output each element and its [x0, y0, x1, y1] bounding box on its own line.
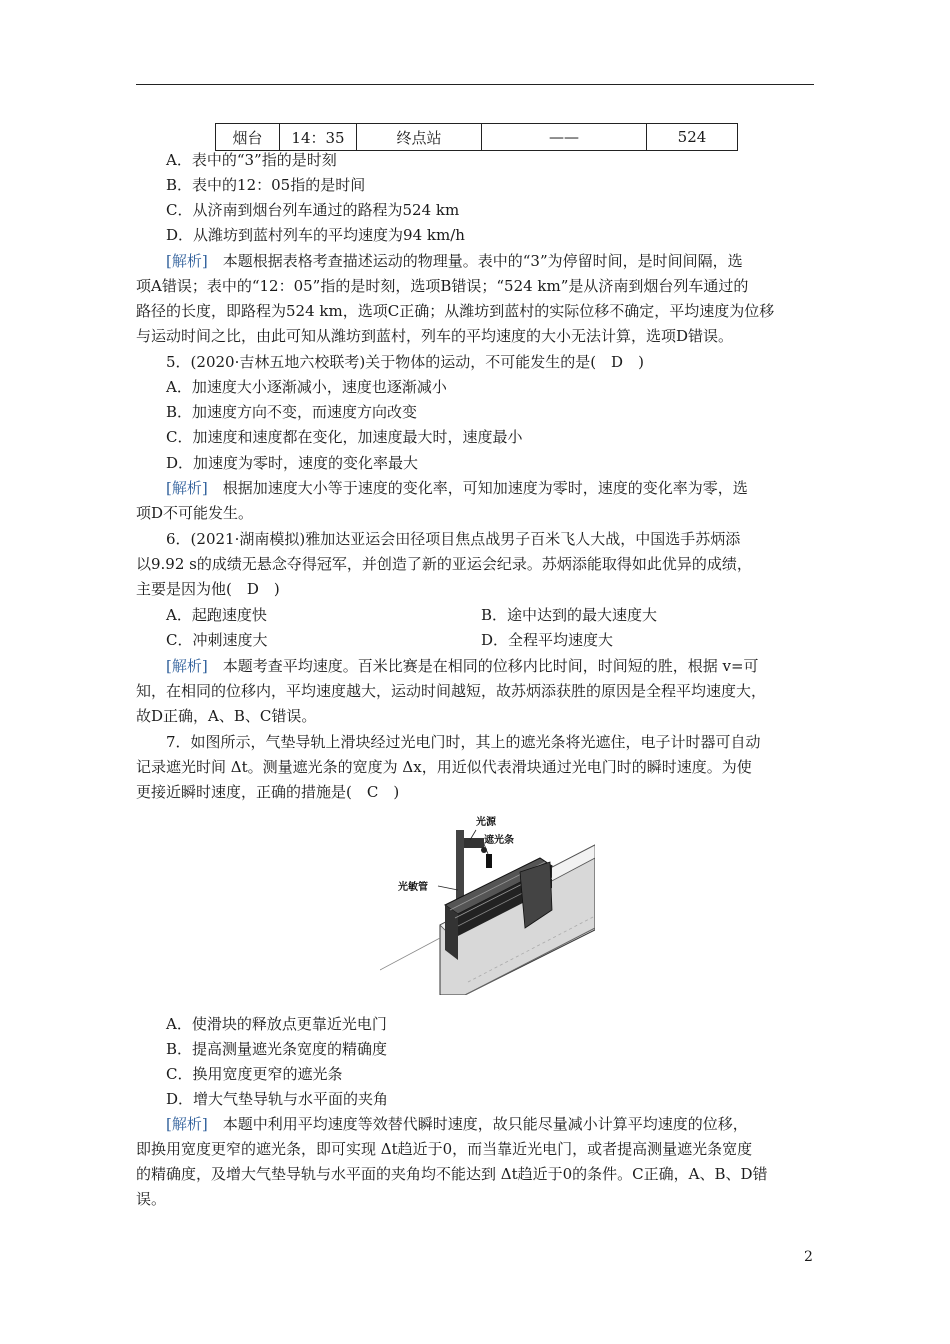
q7-stem-line: 记录遮光时间 Δt。测量遮光条的宽度为 Δx，用近似代表滑块通过光电门时的瞬时速度。为使 — [136, 758, 752, 776]
q6-stem-line: 以9.92 s的成绩无悬念夺得冠军，并创造了新的亚运会纪录。苏炳添能取得如此优异的成绩， — [136, 555, 752, 573]
q6-analysis-line: 知，在相同的位移内，平均速度越大，运动时间越短，故苏炳添获胜的原因是全程平均速度大， — [136, 682, 767, 700]
photogate-figure — [380, 810, 595, 995]
q7-analysis-line: 即换用宽度更窄的遮光条，即可实现 Δt趋近于0，而当靠近光电门，或者提高测量遮光条宽度 — [136, 1140, 753, 1158]
q4-option-a: A．表中的“3”指的是时刻 — [166, 151, 337, 169]
table-cell: 终点站 — [357, 124, 482, 151]
q4-analysis-line: [解析] 本题根据表格考查描述运动的物理量。表中的“3”为停留时间，是时间间隔，选 — [166, 252, 743, 270]
q5-analysis-line: [解析] 根据加速度大小等于速度的变化率，可知加速度为零时，速度的变化率为零，选 — [166, 479, 748, 497]
air-track-illustration — [380, 810, 595, 995]
q7-analysis-line: 的精确度，及增大气垫导轨与水平面的夹角均不能达到 Δt趋近于0的条件。C正确，A、B、D错 — [136, 1165, 768, 1183]
table-cell: —— — [482, 124, 647, 151]
q7-analysis-line: 误。 — [136, 1190, 167, 1208]
table-row — [216, 124, 738, 151]
q5-stem: 5．(2020·吉林五地六校联考)关于物体的运动，不可能发生的是( D ) — [166, 353, 644, 371]
q4-analysis-line: 路径的长度，即路程为524 km，选项C正确；从潍坊到蓝村的实际位移不确定，平均速度为位移 — [136, 302, 775, 320]
q4-option-b: B．表中的12：05指的是时间 — [166, 176, 366, 194]
q5-analysis-line: 项D不可能发生。 — [136, 504, 254, 522]
q7-option-c: C．换用宽度更窄的遮光条 — [166, 1065, 343, 1083]
q5-option-b: B．加速度方向不变，而速度方向改变 — [166, 403, 418, 421]
analysis-tag: [解析] — [166, 479, 208, 497]
q5-option-a: A．加速度大小逐渐减小，速度也逐渐减小 — [166, 378, 447, 396]
q5-option-d: D．加速度为零时，速度的变化率最大 — [166, 454, 419, 472]
q7-stem-line: 更接近瞬时速度，正确的措施是( C ) — [136, 783, 400, 801]
q6-option-b: B．途中达到的最大速度大 — [481, 606, 658, 624]
label-shading-strip: 遮光条 — [484, 835, 514, 846]
q7-stem-line: 7．如图所示，气垫导轨上滑块经过光电门时，其上的遮光条将光遮住，电子计时器可自动 — [166, 733, 761, 751]
table-cell: 烟台 — [216, 124, 280, 151]
analysis-tag: [解析] — [166, 1115, 208, 1133]
q6-analysis-line: [解析] 本题考查平均速度。百米比赛是在相同的位移内比时间，时间短的胜，根据 v=可 — [166, 657, 759, 675]
page-number: 2 — [804, 1249, 813, 1265]
header-rule — [136, 84, 814, 85]
label-light-source: 光源 — [476, 817, 496, 828]
q7-option-a: A．使滑块的释放点更靠近光电门 — [166, 1015, 387, 1033]
q7-analysis-line: [解析] 本题中利用平均速度等效替代瞬时速度，故只能尽量减小计算平均速度的位移， — [166, 1115, 748, 1133]
q6-option-d: D．全程平均速度大 — [481, 631, 614, 649]
q7-option-b: B．提高测量遮光条宽度的精确度 — [166, 1040, 388, 1058]
q6-option-a: A．起跑速度快 — [166, 606, 267, 624]
label-photo-tube: 光敏管 — [398, 882, 428, 893]
q6-option-c: C．冲刺速度大 — [166, 631, 268, 649]
analysis-tag: [解析] — [166, 657, 208, 675]
q6-stem-line: 主要是因为他( D ) — [136, 580, 280, 598]
q6-analysis-line: 故D正确，A、B、C错误。 — [136, 707, 317, 725]
q4-analysis-line: 项A错误；表中的“12：05”指的是时刻，选项B错误；“524 km”是从济南到烟台列车通过的 — [136, 277, 749, 295]
analysis-tag: [解析] — [166, 252, 208, 270]
q5-option-c: C．加速度和速度都在变化，加速度最大时，速度最小 — [166, 428, 523, 446]
timetable-fragment — [215, 123, 738, 151]
q6-stem-line: 6．(2021·湖南模拟)雅加达亚运会田径项目焦点战男子百米飞人大战，中国选手苏炳添 — [166, 530, 741, 548]
q4-option-c: C．从济南到烟台列车通过的路程为524 km — [166, 201, 460, 219]
q4-analysis-line: 与运动时间之比，由此可知从潍坊到蓝村，列车的平均速度的大小无法计算，选项D错误。 — [136, 327, 734, 345]
table-cell: 14：35 — [280, 124, 357, 151]
q4-option-d: D．从潍坊到蓝村列车的平均速度为94 km/h — [166, 226, 465, 244]
table-cell: 524 — [647, 124, 738, 151]
q7-option-d: D．增大气垫导轨与水平面的夹角 — [166, 1090, 389, 1108]
